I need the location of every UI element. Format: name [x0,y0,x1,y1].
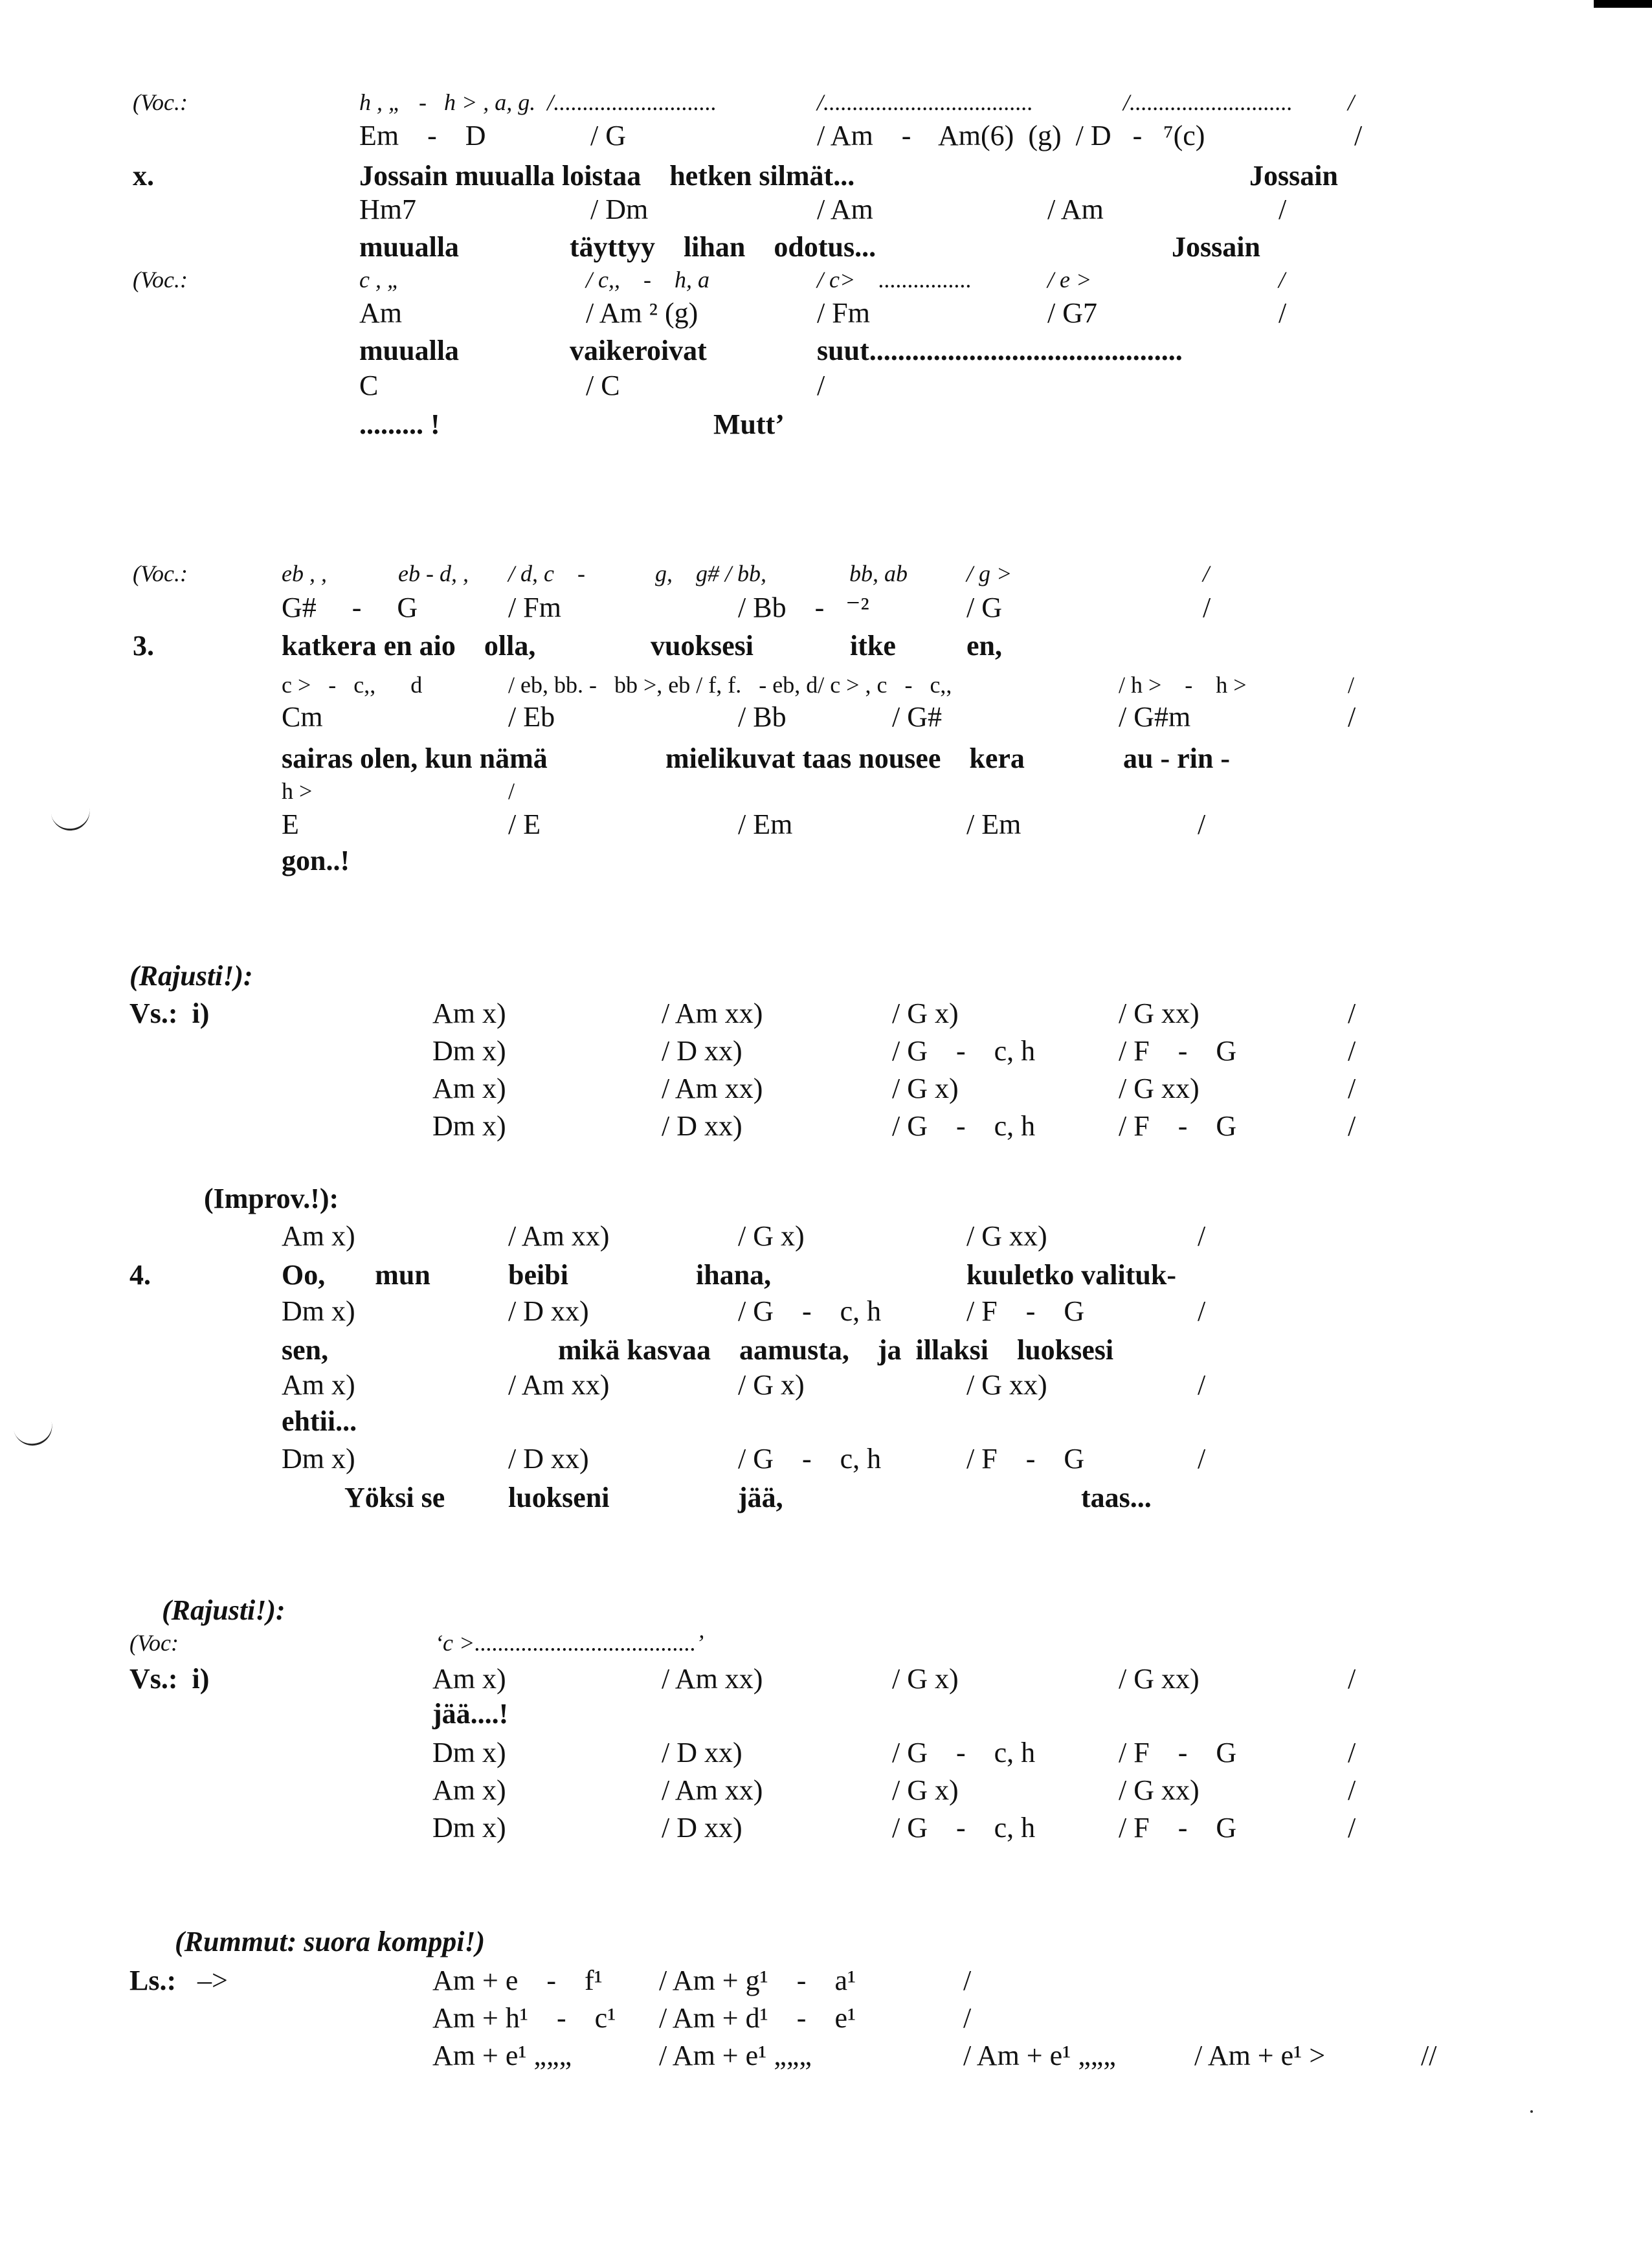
sheet-text: / Dm [590,194,649,225]
sheet-text: Em - D [359,120,486,151]
sheet-text: / G xx) [966,1220,1047,1252]
sheet-text: (Voc: [129,1630,179,1656]
sheet-text: / e > [1047,267,1092,293]
sheet-text: en, [966,630,1002,662]
sheet-text: / [1198,1443,1206,1475]
sheet-text: mielikuvat taas nousee kera [665,742,1025,774]
sheet-text: Jossain [1249,160,1338,192]
sheet-text: / G x) [738,1220,805,1252]
sheet-text: ......... ! [359,408,440,440]
sheet-text: / Am xx) [508,1369,610,1401]
sheet-text: Mutt’ [713,408,785,440]
sheet-text: beibi [508,1259,568,1291]
sheet-text: / G# [892,701,942,733]
sheet-text: Jossain muualla loistaa hetken silmät... [359,160,855,192]
sheet-text: / h > - h > [1119,672,1247,698]
sheet-text: (Voc.: [133,267,188,293]
sheet-text: / D xx) [662,1035,742,1067]
sheet-text: / G xx) [1119,998,1200,1029]
sheet-text: Am + e - f¹ [432,1965,603,1996]
sheet-text: Vs.: i) [129,1663,210,1695]
sheet-text: / Am - Am(6) (g) / D - ⁷(c) [817,120,1205,151]
sheet-text: (Improv.!): [204,1183,339,1214]
sheet-text: Am x) [432,1663,506,1695]
sheet-text: 3. [133,630,154,662]
sheet-text: C [359,370,379,401]
sheet-text: / [963,2002,972,2034]
sheet-text: / d, c - [508,561,585,586]
sheet-text: g, g# / bb, [655,561,767,586]
sheet-text: / D xx) [508,1443,589,1475]
sheet-text: / Am + e¹ „„„ [659,2040,812,2071]
sheet-text: Oo, mun [282,1259,430,1291]
sheet-text: / D xx) [662,1110,742,1142]
sheet-text: / [1348,1812,1356,1844]
sheet-text: mikä kasvaa aamusta, ja illaksi luoksesi [558,1334,1114,1366]
sheet-text: / G - c, h [892,1737,1036,1768]
sheet-text: / Bb - ⁻² [738,592,869,623]
sheet-text: Am + e¹ „„„ [432,2040,572,2071]
sheet-text: // [1421,2040,1437,2071]
sheet-text: / E [508,808,541,840]
sheet-text: bb, ab [849,561,908,586]
sheet-text: / F - G [1119,1110,1237,1142]
sheet-text: / G xx) [1119,1774,1200,1806]
sheet-text: katkera en aio olla, [282,630,536,662]
sheet-text: / [1354,120,1363,151]
sheet-text: / Am [1047,194,1104,225]
sheet-text: c , „ [359,267,400,293]
sheet-text: / Bb [738,701,787,733]
sheet-text: / [1348,998,1356,1029]
sheet-text: taas... [1081,1482,1152,1513]
sheet-text: / Fm [508,592,561,623]
sheet-text: / D xx) [508,1295,589,1327]
sheet-text: / F - G [966,1443,1085,1475]
sheet-text: / G xx) [1119,1663,1200,1695]
sheet-text: täyttyy lihan odotus... [570,231,876,263]
sheet-text: / G - c, h [892,1035,1036,1067]
sheet-text: Dm x) [432,1737,506,1768]
margin-pencil-mark [50,803,93,833]
sheet-text: / [1348,1035,1356,1067]
sheet-text: / [1348,1774,1356,1806]
sheet-text: Hm7 [359,194,416,225]
sheet-text: G# - G [282,592,418,623]
sheet-text: / G [590,120,626,151]
sheet-text: / Am + e¹ „„„ [963,2040,1116,2071]
sheet-text: Am x) [432,1774,506,1806]
sheet-text: itke [850,630,896,662]
sheet-text: / [1278,267,1286,293]
sheet-text: ‘c >......................................’ [435,1630,704,1656]
sheet-text: / [1278,297,1287,329]
sheet-text: / Am [817,194,873,225]
sheet-text: / [1348,1073,1356,1104]
sheet-text: eb , , [282,561,327,586]
scan-edge-mark [1594,0,1652,8]
sheet-text: / D xx) [662,1812,742,1844]
sheet-text: (Rajusti!): [129,960,253,992]
sheet-text: Am x) [432,1073,506,1104]
sheet-text: / F - G [966,1295,1085,1327]
sheet-text: / Am ² (g) [586,297,698,329]
sheet-text: suut............................................ [817,335,1183,366]
sheet-text: / [1198,1369,1206,1401]
sheet-text: / G xx) [1119,1073,1200,1104]
sheet-text: / Em [966,808,1021,840]
sheet-text: / F - G [1119,1737,1237,1768]
sheet-text: Am + h¹ - c¹ [432,2002,616,2034]
sheet-text: x. [133,160,154,192]
sheet-text: / G x) [892,1073,959,1104]
sheet-text: /............................ [1123,89,1293,115]
sheet-text: Am x) [432,998,506,1029]
sheet-text: / c> ................ [817,267,972,293]
sheet-text: jää, [738,1482,783,1513]
sheet-text: (Voc.: [133,89,188,115]
sheet-text: / Am + d¹ - e¹ [659,2002,856,2034]
sheet-text: /.................................... [817,89,1034,115]
sheet-text: h , „ - h > , a, g. /............................ [359,89,717,115]
sheet-text: ihana, [696,1259,772,1291]
sheet-text: / G x) [892,1663,959,1695]
sheet-text: / G - c, h [738,1295,882,1327]
sheet-text: –> [197,1965,228,1996]
sheet-text: Am x) [282,1369,355,1401]
sheet-text: Am [359,297,402,329]
sheet-text: / Am xx) [662,1663,763,1695]
sheet-text: (Rajusti!): [162,1594,285,1626]
sheet-text: E [282,808,299,840]
sheet-text: / [817,370,825,401]
sheet-text: muualla [359,231,460,263]
sheet-text: / Em [738,808,793,840]
sheet-text: gon..! [282,845,350,876]
sheet-text: / g > [966,561,1012,586]
sheet-text: ehtii... [282,1405,357,1437]
sheet-text: / [1198,808,1206,840]
sheet-text: Ls.: [129,1965,177,1996]
sheet-text: (Voc.: [133,561,188,586]
sheet-text: au - rin - [1123,742,1230,774]
sheet-text: / [1198,1220,1206,1252]
sheet-text: vaikeroivat [570,335,707,366]
sheet-text: / D xx) [662,1737,742,1768]
sheet-text: Am x) [282,1220,355,1252]
sheet-text: h > [282,778,313,804]
sheet-text: / Am xx) [662,1774,763,1806]
sheet-text: muualla [359,335,460,366]
sheet-text: / Am xx) [662,998,763,1029]
sheet-text: / [1348,672,1355,698]
sheet-text: / G x) [738,1369,805,1401]
sheet-text: Cm [282,701,323,733]
sheet-text: / Eb [508,701,555,733]
margin-pencil-mark [11,1410,56,1449]
sheet-text: / Am xx) [662,1073,763,1104]
sheet-text: Dm x) [282,1443,355,1475]
sheet-text: eb - d, , [398,561,469,586]
sheet-text: / G xx) [966,1369,1047,1401]
sheet-text: / Fm [817,297,870,329]
sheet-text: / [1203,592,1211,623]
sheet-text: vuoksesi [651,630,753,662]
sheet-text: Yöksi se [344,1482,445,1513]
sheet-text: 4. [129,1259,151,1291]
sheet-text: / [1278,194,1287,225]
sheet-text: / G x) [892,998,959,1029]
sheet-text: / G7 [1047,297,1097,329]
sheet-text: Dm x) [432,1035,506,1067]
sheet-text: / F - G [1119,1035,1237,1067]
sheet-text: / G#m [1119,701,1191,733]
sheet-text: Dm x) [282,1295,355,1327]
sheet-text: / [1348,89,1355,115]
sheet-text: Dm x) [432,1110,506,1142]
sheet-text: / [1348,701,1356,733]
sheet-text: / Am + e¹ > [1194,2040,1326,2071]
sheet-text: / [1348,1110,1356,1142]
sheet-text: (Rummut: suora komppi!) [175,1926,486,1957]
sheet-text: kuuletko valituk- [966,1259,1176,1291]
sheet-text: / eb, bb. - bb >, eb / f, f. - eb, d/ c > , c - c,, [508,672,952,698]
sheet-text: / G - c, h [892,1110,1036,1142]
sheet-text: / G - c, h [892,1812,1036,1844]
sheet-text: jää....! [432,1698,509,1730]
sheet-text: / [508,778,515,804]
sheet-text: / F - G [1119,1812,1237,1844]
sheet-text: / C [586,370,620,401]
sheet-text: / Am + g¹ - a¹ [659,1965,856,1996]
sheet-text: Dm x) [432,1812,506,1844]
sheet-text: Vs.: i) [129,998,210,1029]
sheet-text: / [1348,1737,1356,1768]
sheet-text: Jossain [1172,231,1260,263]
sheet-text: c > - c,, d [282,672,423,698]
sheet-text: / Am xx) [508,1220,610,1252]
scan-speck [1530,2110,1533,2113]
sheet-text: / [1348,1663,1356,1695]
sheet-text: / G [966,592,1002,623]
sheet-text: / c,, - h, a [586,267,709,293]
sheet-text: / [1203,561,1210,586]
sheet-text: / [1198,1295,1206,1327]
sheet-text: luokseni [508,1482,610,1513]
sheet-text: / [963,1965,972,1996]
sheet-text: sen, [282,1334,329,1366]
sheet-text: sairas olen, kun nämä [282,742,548,774]
sheet-text: / G - c, h [738,1443,882,1475]
sheet-text: / G x) [892,1774,959,1806]
